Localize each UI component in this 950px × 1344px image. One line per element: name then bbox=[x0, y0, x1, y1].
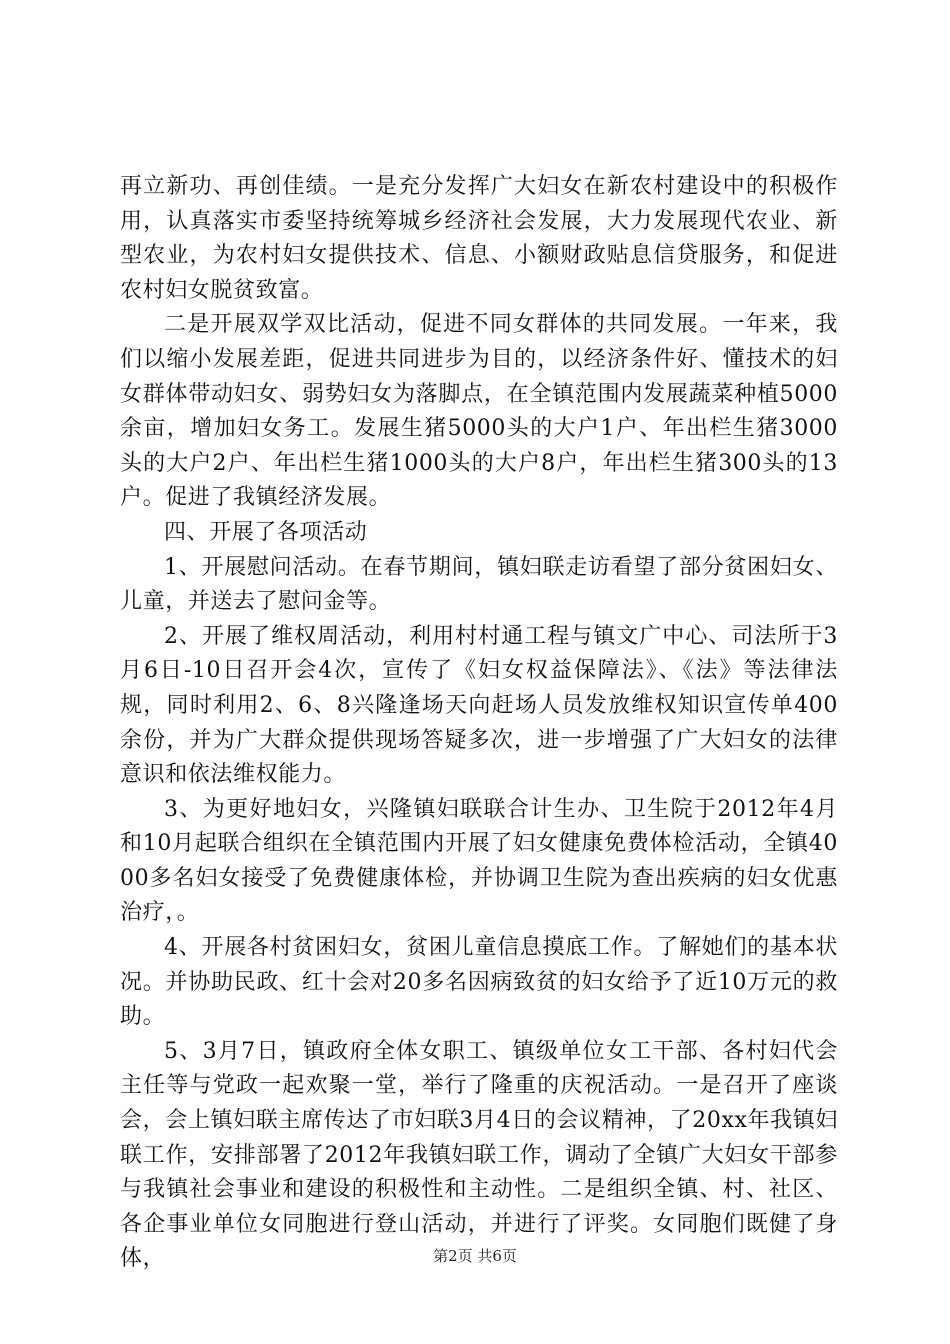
section-heading-activities: 四、开展了各项活动 bbox=[164, 519, 368, 545]
paragraph-continuation: 再立新功、再创佳绩。一是充分发挥广大妇女在新农村建设中的积极作用，认真落实市委坚持统筹城乡经济社会发展，大力发展现代农业、新型农业，为农村妇女提供技术、信息、小额财政贴息信贷服务，和促进农村妇女脱贫致富。 bbox=[120, 174, 838, 303]
paragraph-item-3: 3、为更好地妇女，兴隆镇妇联联合计生办、卫生院于2012年4月和10月起联合组织在全镇范围内开展了妇女健康免费体检活动，全镇4000多名妇女接受了免费健康体检，并协调卫生院为查出疾病的妇女优惠治疗，。 bbox=[120, 796, 838, 926]
paragraph-item-4: 4、开展各村贫困妇女，贫困儿童信息摸底工作。了解她们的基本状况。并协助民政、红十会对20多名因病致贫的妇女给予了近10万元的救助。 bbox=[120, 935, 838, 1030]
page-number-footer: 第2页 共6页 bbox=[433, 1247, 517, 1265]
paragraph-item-5: 5、3月7日，镇政府全体女职工、镇级单位女工干部、各村妇代会主任等与党政一起欢聚一堂，举行了隆重的庆祝活动。一是召开了座谈会，会上镇妇联主席传达了市妇联3月4日的会议精神，了20xx年我镇妇联工作，安排部署了2012年我镇妇联工作，调动了全镇广大妇女干部参与我镇社会事业和建设的积极性和主动性。二是组织全镇、村、社区、各企事业单位女同胞进行登山活动，并进行了评奖。女同胞们既健了身体， bbox=[120, 1038, 838, 1272]
paragraph-item-2: 2、开展了维权周活动，利用村村通工程与镇文广中心、司法所于3月6日-10日召开会4次，宣传了《妇女权益保障法》、《法》等法律法规，同时利用2、6、8兴隆逢场天向赶场人员发放维权知识宣传单400余份，并为广大群众提供现场答疑多次，进一步增强了广大妇女的法律意识和依法维权能力。 bbox=[120, 623, 838, 788]
paragraph-item-1: 1、开展慰问活动。在春节期间，镇妇联走访看望了部分贫困妇女、儿童，并送去了慰问金等。 bbox=[120, 554, 838, 615]
document-body bbox=[120, 170, 838, 1277]
paragraph-double-learning: 二是开展双学双比活动，促进不同女群体的共同发展。一年来，我们以缩小发展差距，促进共同进步为目的，以经济条件好、懂技术的妇女群体带动妇女、弱势妇女为落脚点，在全镇范围内发展蔬菜种植5000余亩，增加妇女务工。发展生猪5000头的大户1户、年出栏生猪3000头的大户2户、年出栏生猪1000头的大户8户，年出栏生猪300头的13户。促进了我镇经济发展。 bbox=[120, 312, 838, 511]
